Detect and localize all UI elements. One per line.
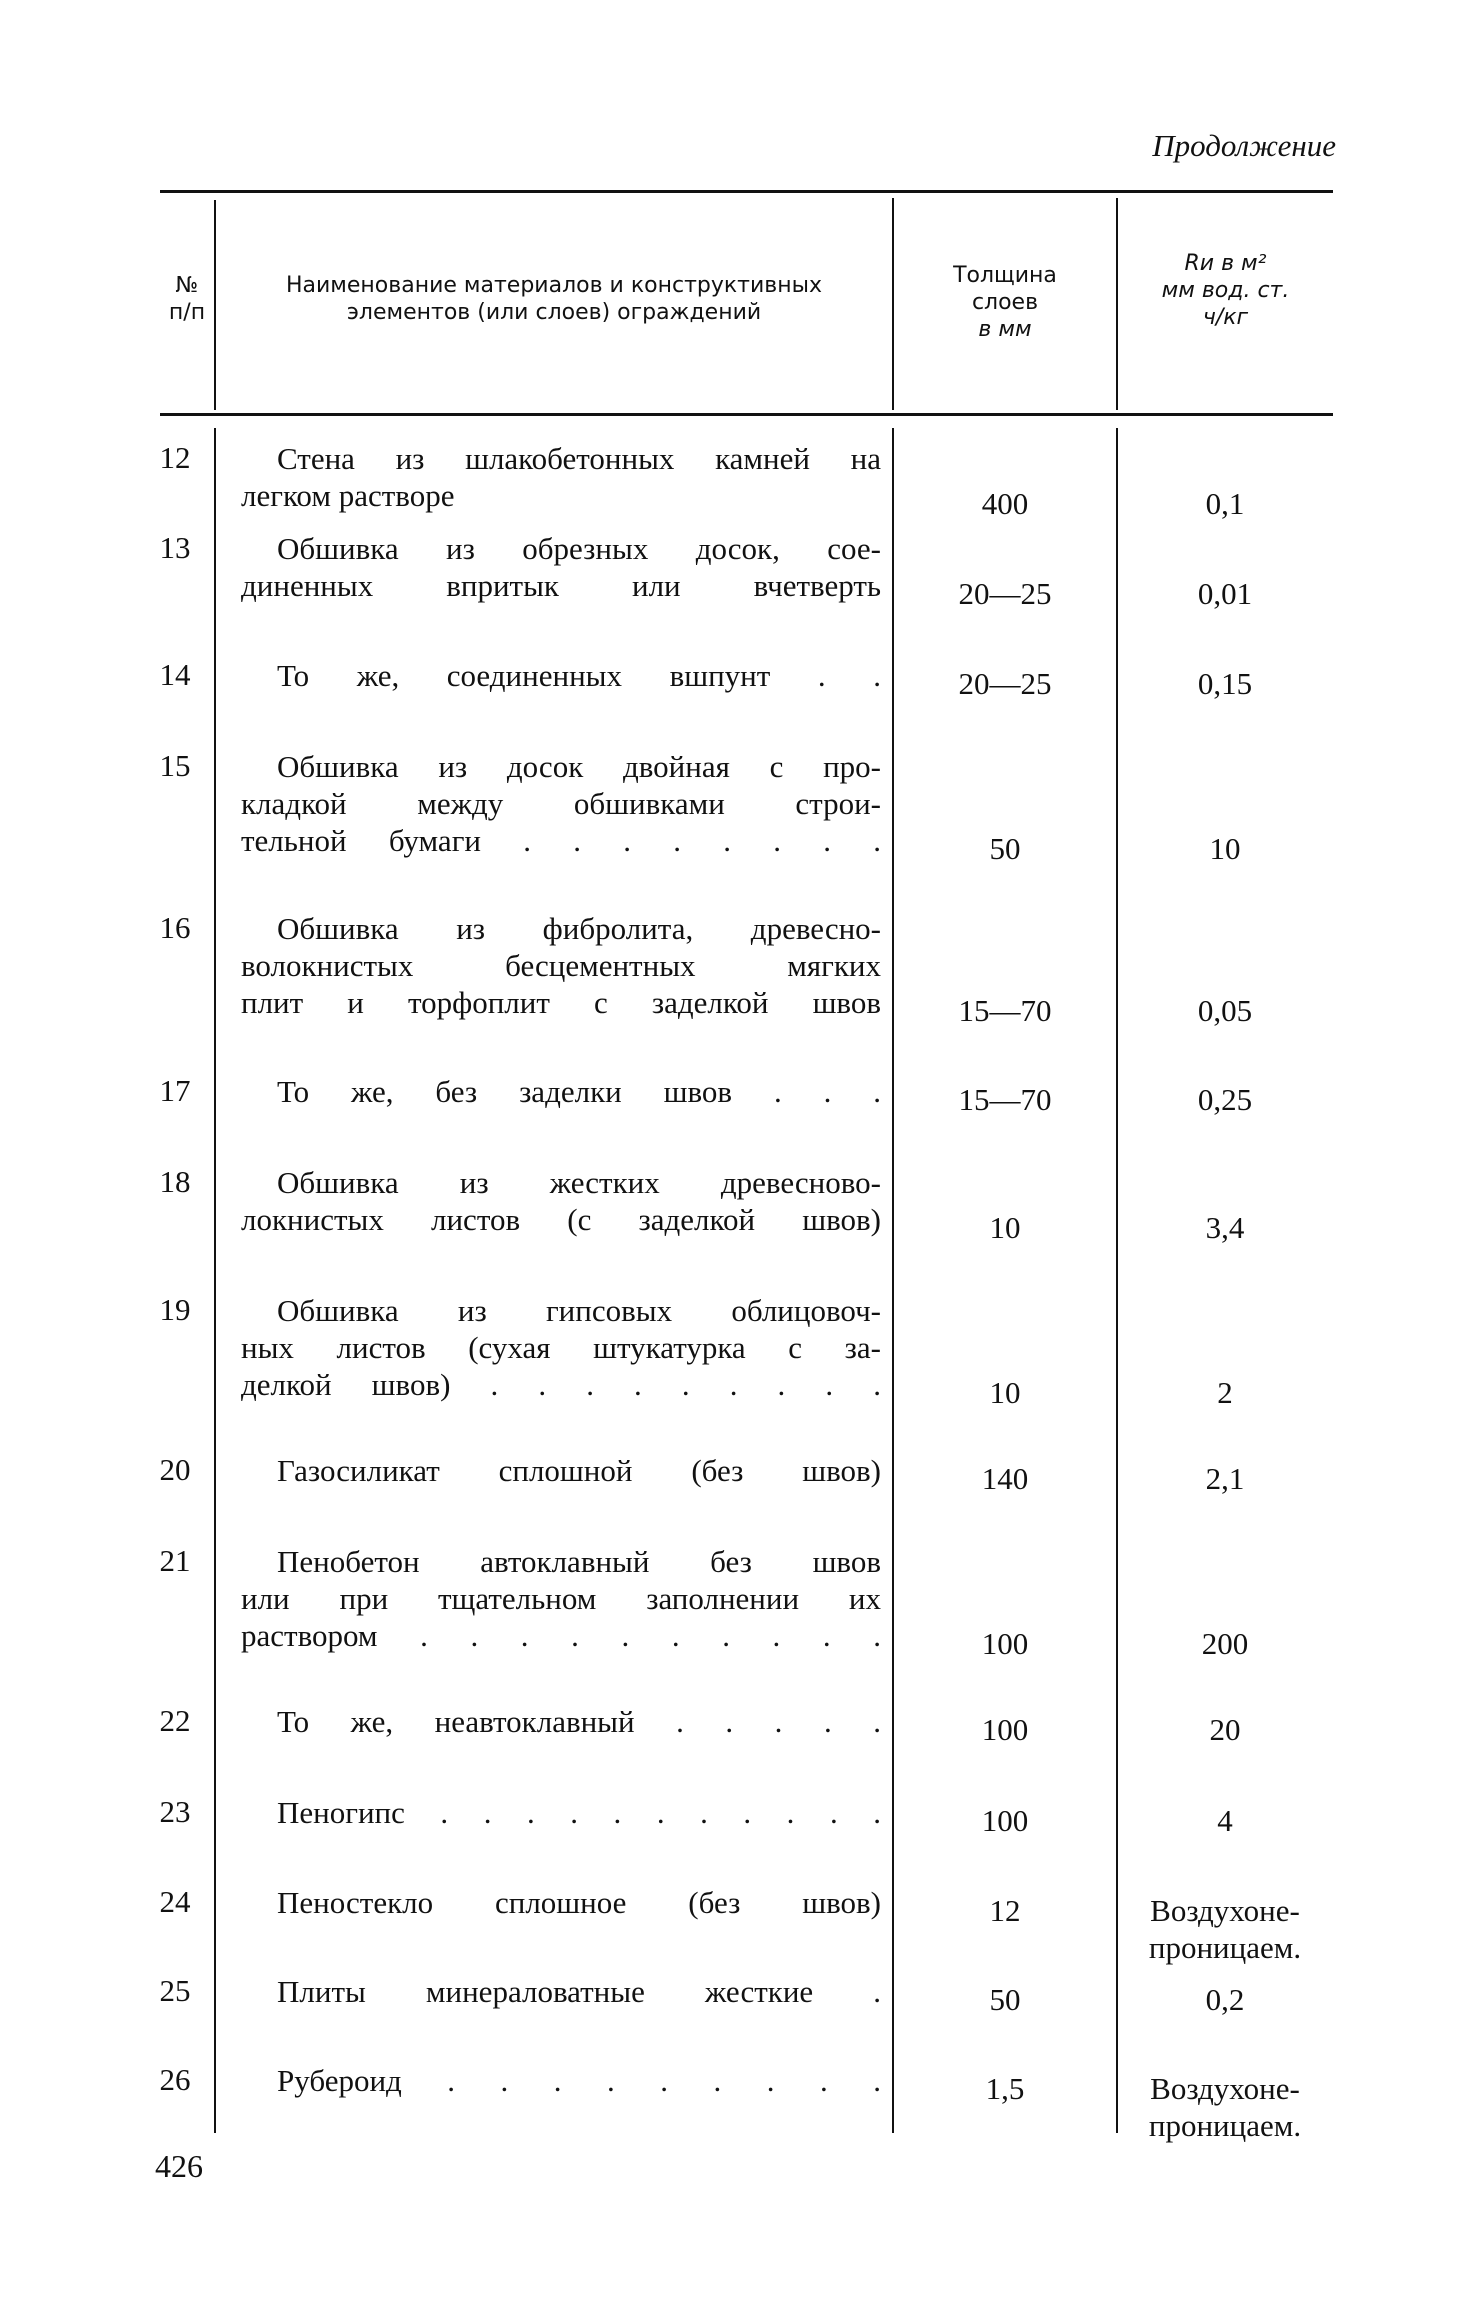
description-line: или при тщательном заполнении их — [241, 1581, 881, 1616]
row-number: 16 — [159, 910, 191, 945]
thickness-value: 15—70 — [958, 993, 1052, 1028]
header-text: Наименование материалов и конструктивных — [285, 273, 823, 298]
resistance-line: 2 — [1217, 1375, 1233, 1410]
resistance-value — [1117, 1981, 1333, 2018]
header-text: Толщина — [953, 263, 1057, 288]
thickness-value: 15—70 — [958, 1082, 1052, 1117]
row-number: 24 — [159, 1884, 191, 1919]
material-description — [241, 1292, 881, 1403]
description-line: То же, без заделки швов . . . — [277, 1074, 881, 1109]
description-line: Рубероид . . . . . . . . . — [277, 2063, 881, 2098]
description-line: диненных впритык или вчетверть — [241, 568, 881, 603]
description-line: Обшивка из досок двойная с про- — [277, 749, 881, 784]
description-line: Обшивка из обрезных досок, сое- — [277, 531, 881, 566]
description-line: тельной бумаги . . . . . . . . — [241, 823, 881, 858]
header-text: в мм — [978, 317, 1032, 342]
material-description — [241, 748, 881, 859]
resistance-value — [1117, 1711, 1333, 1748]
row-number: 22 — [159, 1703, 191, 1738]
thickness-value: 20—25 — [958, 576, 1052, 611]
header-text: элементов (или слоев) ограждений — [346, 300, 762, 325]
thickness-value: 10 — [989, 1210, 1021, 1245]
header-text: № — [175, 273, 199, 298]
resistance-value — [1117, 992, 1333, 1029]
row-number: 25 — [159, 1973, 191, 2008]
resistance-line: проницаем. — [1148, 1930, 1302, 1965]
header-name — [220, 272, 888, 326]
description-line: Пеностекло сплошное (без швов) — [277, 1885, 881, 1920]
column-divider — [214, 428, 216, 2133]
row-number: 13 — [159, 530, 191, 565]
material-description — [241, 1884, 881, 1921]
resistance-line: 0,2 — [1205, 1982, 1245, 2017]
description-line: Плиты минераловатные жесткие . — [277, 1974, 881, 2009]
material-description — [241, 440, 881, 514]
material-description — [241, 910, 881, 1021]
resistance-value — [1117, 1892, 1333, 1966]
resistance-line: 2,1 — [1205, 1461, 1245, 1496]
resistance-value — [1117, 1625, 1333, 1662]
thickness-value: 100 — [981, 1712, 1029, 1747]
resistance-value — [1117, 1460, 1333, 1497]
header-text: мм вод. ст. — [1161, 278, 1290, 303]
resistance-line: 3,4 — [1205, 1210, 1245, 1245]
thickness-value: 140 — [981, 1461, 1029, 1496]
resistance-value — [1117, 1802, 1333, 1839]
resistance-value — [1117, 1209, 1333, 1246]
material-description — [241, 1543, 881, 1654]
resistance-line: Воздухоне- — [1150, 1893, 1300, 1928]
thickness-value: 400 — [981, 486, 1029, 521]
row-number: 26 — [159, 2062, 191, 2097]
resistance-line: 0,1 — [1205, 486, 1245, 521]
resistance-line: 10 — [1209, 831, 1241, 866]
page-number: 426 — [155, 2148, 203, 2184]
header-bottom-rule — [160, 413, 1333, 416]
description-line: делкой швов) . . . . . . . . . — [241, 1367, 881, 1402]
row-number: 23 — [159, 1794, 191, 1829]
material-description — [241, 1452, 881, 1489]
header-number — [160, 272, 214, 326]
header-resistance — [1118, 250, 1333, 331]
description-line: легком растворе — [241, 478, 455, 513]
header-thickness — [894, 262, 1116, 343]
description-line: Пеногипс . . . . . . . . . . . — [277, 1795, 881, 1830]
row-number: 15 — [159, 748, 191, 783]
description-line: То же, соединенных вшпунт . . — [277, 658, 881, 693]
description-line: волокнистых бесцементных мягких — [241, 948, 881, 983]
material-description — [241, 1973, 881, 2010]
material-description — [241, 657, 881, 694]
resistance-line: проницаем. — [1148, 2108, 1302, 2143]
continuation-label: Продолжение — [1152, 128, 1336, 163]
resistance-line: 0,05 — [1197, 993, 1253, 1028]
description-line: Газосиликат сплошной (без швов) — [277, 1453, 881, 1488]
row-number: 18 — [159, 1164, 191, 1199]
resistance-value — [1117, 665, 1333, 702]
resistance-value — [1117, 575, 1333, 612]
thickness-value: 100 — [981, 1626, 1029, 1661]
material-description — [241, 1703, 881, 1740]
material-description — [241, 2062, 881, 2099]
resistance-line: 0,15 — [1197, 666, 1253, 701]
thickness-value: 50 — [989, 1982, 1021, 2017]
description-line: локнистых листов (с заделкой швов) — [241, 1202, 881, 1237]
resistance-line: 0,01 — [1197, 576, 1253, 611]
header-text: Rи в м² — [1184, 251, 1267, 276]
row-number: 12 — [159, 440, 191, 475]
thickness-value: 100 — [981, 1803, 1029, 1838]
resistance-line: 200 — [1201, 1626, 1249, 1661]
resistance-line: Воздухоне- — [1150, 2071, 1300, 2106]
material-description — [241, 530, 881, 604]
table-top-rule — [160, 190, 1333, 193]
description-line: ных листов (сухая штукатурка с за- — [241, 1330, 881, 1365]
description-line: раствором . . . . . . . . . . — [241, 1618, 881, 1653]
material-description — [241, 1164, 881, 1238]
description-line: плит и торфоплит с заделкой швов — [241, 985, 881, 1020]
thickness-value: 12 — [989, 1893, 1021, 1928]
thickness-value: 20—25 — [958, 666, 1052, 701]
description-line: кладкой между обшивками строи- — [241, 786, 881, 821]
row-number: 17 — [159, 1073, 191, 1108]
description-line: Обшивка из фибролита, древесно- — [277, 911, 881, 946]
header-text: ч/кг — [1202, 305, 1249, 330]
thickness-value: 10 — [989, 1375, 1021, 1410]
row-number: 14 — [159, 657, 191, 692]
resistance-line: 4 — [1217, 1803, 1233, 1838]
row-number: 19 — [159, 1292, 191, 1327]
description-line: То же, неавтоклавный . . . . . — [277, 1704, 881, 1739]
resistance-value — [1117, 1081, 1333, 1118]
header-text: слоев — [971, 290, 1039, 315]
thickness-value: 50 — [989, 831, 1021, 866]
resistance-line: 20 — [1209, 1712, 1241, 1747]
description-line: Пенобетон автоклавный без швов — [277, 1544, 881, 1579]
row-number: 20 — [159, 1452, 191, 1487]
header-text: п/п — [168, 300, 206, 325]
resistance-value — [1117, 830, 1333, 867]
description-line: Стена из шлакобетонных камней на — [277, 441, 881, 476]
resistance-line: 0,25 — [1197, 1082, 1253, 1117]
resistance-value — [1117, 2070, 1333, 2144]
column-divider — [214, 200, 216, 410]
row-number: 21 — [159, 1543, 191, 1578]
material-description — [241, 1794, 881, 1831]
material-description — [241, 1073, 881, 1110]
description-line: Обшивка из гипсовых облицовоч- — [277, 1293, 881, 1328]
thickness-value: 1,5 — [985, 2071, 1025, 2106]
resistance-value — [1117, 1374, 1333, 1411]
description-line: Обшивка из жестких древесново- — [277, 1165, 881, 1200]
resistance-value — [1117, 485, 1333, 522]
